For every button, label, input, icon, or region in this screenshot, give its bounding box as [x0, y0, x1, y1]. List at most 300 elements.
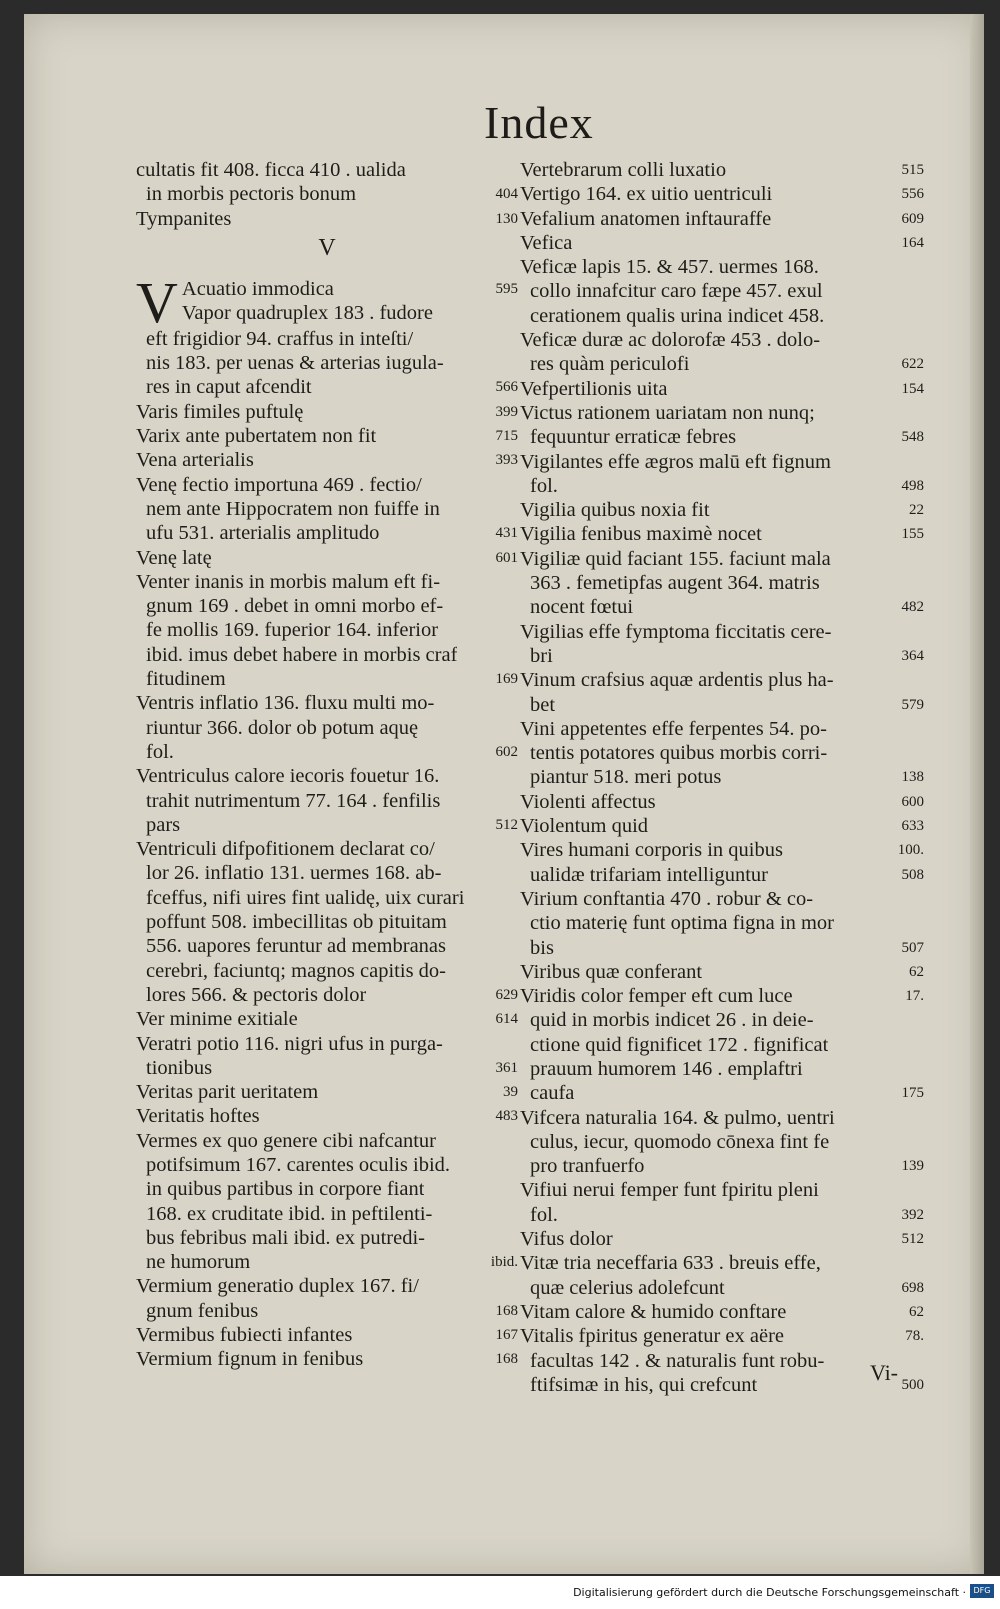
index-entry — [136, 400, 518, 424]
index-entry — [520, 814, 924, 838]
entry-page-number: 399 — [495, 403, 518, 420]
entry-page-number: 602 — [495, 743, 518, 760]
entry-page-number: 512 — [495, 816, 518, 833]
index-entry — [136, 351, 518, 375]
entry-text: Vermium generatio duplex 167. fi/ — [136, 1275, 419, 1298]
entry-text: Vigiliæ quid faciant 155. faciunt mala — [520, 547, 831, 570]
entry-page-number — [918, 741, 924, 765]
entry-text: Vitam calore & humido conftare — [520, 1300, 787, 1323]
index-entry — [136, 1153, 518, 1177]
entry-page-number — [512, 789, 518, 813]
entry-page-number — [512, 1032, 518, 1056]
entry-text: Viridis color femper eft cum luce — [520, 985, 793, 1008]
entry-text: Vitalis fpiritus generatur ex aëre — [520, 1325, 785, 1348]
footer-credit: Digitalisierung gefördert durch die Deutsche Forschungsgemeinschaft · — [573, 1586, 966, 1599]
entry-page-number: 130 — [495, 210, 518, 227]
entry-text: Vini appetentes effe ferpentes 54. po- — [520, 717, 827, 740]
index-entry — [520, 1227, 924, 1251]
entry-page-number: 393 — [495, 452, 518, 469]
entry-page-number — [512, 570, 518, 594]
index-entry — [520, 1033, 924, 1057]
entry-page-number — [512, 1153, 518, 1177]
entry-page-number: ibid. — [490, 1254, 518, 1271]
entry-page-number — [918, 279, 924, 303]
entry-text: pro tranfuerfo — [530, 1155, 645, 1178]
entry-page-number: 629 — [495, 986, 518, 1003]
entry-page-number — [918, 887, 924, 911]
entry-page-number — [512, 618, 518, 642]
right-entries — [520, 158, 924, 1397]
index-entry — [520, 1081, 924, 1105]
index-entry — [520, 863, 924, 887]
entry-text: facultas 142 . & naturalis funt robu- — [530, 1349, 825, 1372]
dropcap-block — [136, 277, 518, 327]
entry-page-number — [512, 1202, 518, 1226]
entry-text: piantur 518. meri potus — [530, 766, 722, 789]
index-entry — [520, 936, 924, 960]
index-entry — [520, 547, 924, 571]
index-entry — [182, 277, 518, 301]
entry-text: Ver minime exitiale — [136, 1008, 298, 1031]
index-entry — [520, 182, 924, 206]
index-entry — [136, 1226, 518, 1250]
index-entry — [520, 279, 924, 303]
index-entry — [520, 231, 924, 255]
index-entry — [520, 1106, 924, 1130]
entry-page-number — [512, 327, 518, 351]
entry-page-number: 600 — [901, 793, 924, 810]
entry-page-number — [512, 959, 518, 983]
index-entry — [136, 594, 518, 618]
entry-page-number — [918, 328, 924, 352]
entry-text: bet — [530, 693, 556, 716]
entry-text: nem ante Hippocratem non fuiffe in — [146, 497, 440, 520]
entry-text: bis — [530, 936, 554, 959]
index-entry — [520, 207, 924, 231]
index-entry — [136, 1032, 518, 1056]
entry-text: Vena arterialis — [136, 449, 254, 472]
index-entry — [136, 789, 518, 813]
index-entry — [520, 1276, 924, 1300]
entry-page-number: 404 — [495, 186, 518, 203]
entry-text: Vertigo 164. ex uitio uentriculi — [520, 183, 773, 206]
entry-text: gnum 169 . debet in omni morbo ef- — [146, 595, 444, 618]
index-entry — [136, 691, 518, 715]
index-entry — [520, 328, 924, 352]
entry-page-number — [512, 1129, 518, 1153]
entry-text: Vitæ tria neceffaria 633 . breuis effe, — [520, 1252, 821, 1275]
left-main-entries — [136, 327, 518, 1372]
entry-text: Vefalium anatomen inftauraffe — [520, 207, 772, 230]
index-entry — [136, 327, 518, 351]
index-entry — [520, 425, 924, 449]
entry-text: Venter inanis in morbis malum eft fi- — [136, 570, 441, 593]
entry-page-number — [512, 301, 518, 325]
index-entry — [136, 643, 518, 667]
entry-text: Vigilantes effe ægros malū eft fignum — [520, 450, 831, 473]
entry-page-number: 566 — [495, 379, 518, 396]
index-entry — [520, 984, 924, 1008]
index-entry — [520, 571, 924, 595]
entry-text: cultatis fit 408. ficca 410 . ualida — [136, 159, 406, 181]
index-entry — [136, 375, 518, 399]
entry-text: ftifsimæ in his, qui crefcunt — [530, 1373, 758, 1396]
entry-page-number: 100. — [897, 842, 924, 859]
entry-text: cerebri, faciuntq; magnos capitis do- — [146, 959, 446, 982]
entry-page-number: 364 — [901, 647, 924, 664]
entry-page-number — [512, 764, 518, 788]
entry-text: caufa — [530, 1082, 575, 1105]
entry-text: quæ celerius adolefcunt — [530, 1276, 725, 1299]
entry-text: Vigilias effe fymptoma ficcitatis cere- — [520, 620, 832, 643]
entry-text: tentis potatores quibus morbis corri- — [530, 742, 828, 765]
entry-page-number — [512, 837, 518, 861]
index-entry — [136, 716, 518, 740]
entry-page-number: 167 — [495, 1327, 518, 1344]
entry-page-number: 78. — [905, 1328, 924, 1345]
index-entry — [520, 377, 924, 401]
index-entry — [136, 934, 518, 958]
entry-page-number — [512, 886, 518, 910]
entry-text: 363 . femetipfas augent 364. matris — [530, 572, 820, 595]
entry-text: Vifus dolor — [520, 1228, 613, 1251]
entry-text: fe mollis 169. fuperior 164. inferior — [146, 619, 439, 642]
index-entry — [136, 861, 518, 885]
entry-page-number — [512, 1177, 518, 1201]
entry-text: Tympanites — [136, 207, 232, 230]
entry-text: Vapor quadruplex 183 . fudore — [181, 302, 433, 325]
entry-page-number: 168 — [495, 1302, 518, 1319]
entry-page-number: 609 — [901, 210, 924, 227]
entry-text: Vefpertilionis uita — [520, 377, 668, 400]
entry-text: Victus rationem uariatam non nunq; — [520, 401, 815, 424]
entry-page-number — [512, 934, 518, 958]
entry-page-number — [918, 1033, 924, 1057]
entry-page-number: 482 — [901, 599, 924, 616]
index-entry — [136, 182, 518, 206]
entry-text: prauum humorem 146 . emplaftri — [530, 1057, 803, 1080]
entry-page-number: 698 — [901, 1279, 924, 1296]
entry-page-number — [918, 401, 924, 425]
index-entry — [520, 644, 924, 668]
entry-text: tionibus — [146, 1056, 213, 1079]
entry-page-number — [918, 1130, 924, 1154]
entry-page-number — [918, 1178, 924, 1202]
entry-page-number: 622 — [901, 356, 924, 373]
index-entry — [520, 741, 924, 765]
entry-page-number: 154 — [901, 380, 924, 397]
entry-page-number: 614 — [495, 1011, 518, 1028]
entry-page-number: 601 — [495, 549, 518, 566]
entry-text: Ventriculus calore iecoris fouetur 16. — [136, 765, 440, 788]
entry-text: Vermium fignum in fenibus — [136, 1348, 364, 1371]
entry-text: ctio materię funt optima figna in mor — [530, 912, 834, 935]
index-entry — [136, 1056, 518, 1080]
index-entry — [136, 570, 518, 594]
entry-page-number: 39 — [503, 1084, 518, 1101]
entry-text: Vefica — [520, 231, 573, 254]
index-entry — [520, 1154, 924, 1178]
index-entry — [520, 498, 924, 522]
entry-page-number — [918, 571, 924, 595]
entry-text: lores 566. & pectoris dolor — [146, 983, 367, 1006]
entry-page-number — [512, 910, 518, 934]
dropcap-entries — [136, 277, 518, 326]
entry-page-number — [918, 1008, 924, 1032]
index-entry — [520, 450, 924, 474]
entry-page-number — [512, 716, 518, 740]
entry-page-number: 507 — [901, 939, 924, 956]
entry-page-number — [918, 1251, 924, 1275]
entry-text: trahit nutrimentum 77. 164 . fenfilis — [146, 789, 441, 812]
index-entry — [520, 1130, 924, 1154]
entry-text: Vifcera naturalia 164. & pulmo, uentri — [520, 1106, 835, 1129]
entry-text: ne humorum — [146, 1251, 251, 1274]
entry-text: fequuntur erraticæ febres — [530, 426, 737, 449]
index-entry — [520, 960, 924, 984]
entry-page-number: 361 — [495, 1059, 518, 1076]
entry-text: Vifiui nerui femper funt fpiritu pleni — [520, 1179, 819, 1202]
entry-page-number: 483 — [495, 1108, 518, 1125]
entry-text: culus, iecur, quomodo cōnexa fint fe — [530, 1130, 830, 1153]
entry-text: Vigilia quibus noxia fit — [520, 499, 710, 522]
index-entry — [136, 764, 518, 788]
entry-page-number: 508 — [901, 866, 924, 883]
entry-page-number: 512 — [901, 1231, 924, 1248]
index-entry — [136, 448, 518, 472]
entry-text: Vermibus fubiecti infantes — [136, 1324, 353, 1347]
entry-page-number — [512, 643, 518, 667]
entry-page-number — [918, 1057, 924, 1081]
index-entry — [520, 1300, 924, 1324]
entry-page-number — [512, 351, 518, 375]
entry-page-number: 139 — [901, 1158, 924, 1175]
page-edge — [970, 14, 984, 1574]
index-entry — [520, 717, 924, 741]
index-entry — [520, 765, 924, 789]
index-entry — [136, 1129, 518, 1153]
index-entry — [136, 886, 518, 910]
entry-page-number — [918, 255, 924, 279]
entry-text: Venę latę — [136, 546, 212, 569]
entry-text: Venę fectio importuna 469 . fectio/ — [136, 473, 422, 496]
index-entry — [520, 620, 924, 644]
index-entry — [136, 1104, 518, 1128]
entry-page-number: 175 — [901, 1085, 924, 1102]
entry-text: riuntur 366. dolor ob potum aquę — [146, 716, 419, 739]
entry-text: Veficæ lapis 15. & 457. uermes 168. — [520, 256, 819, 279]
entry-text: Varix ante pubertatem non fit — [136, 425, 377, 448]
index-entry — [136, 1274, 518, 1298]
entry-text: eft frigidior 94. craffus in inteſti/ — [146, 327, 414, 350]
index-entry — [520, 887, 924, 911]
entry-page-number: 715 — [495, 428, 518, 445]
index-entry — [136, 1202, 518, 1226]
index-entry — [136, 740, 518, 764]
entry-page-number: 138 — [901, 769, 924, 786]
footer-bar — [0, 1576, 1000, 1609]
index-entry — [136, 1323, 518, 1347]
entry-text: fceffus, nifi uires fint ualidę, uix curari — [146, 886, 465, 909]
index-entry — [136, 1080, 518, 1104]
index-entry — [520, 158, 924, 182]
entry-text: cerationem qualis urina indicet 458. — [530, 304, 825, 327]
index-entry — [136, 959, 518, 983]
entry-text: Vires humani corporis in quibus — [520, 839, 783, 862]
section-letter: V — [318, 234, 336, 261]
index-entry — [136, 910, 518, 934]
entry-page-number — [512, 473, 518, 497]
index-entry — [520, 911, 924, 935]
entry-text: Acuatio immodica — [181, 277, 334, 300]
entry-page-number: 579 — [901, 696, 924, 713]
index-entry — [520, 304, 924, 328]
index-entry — [136, 424, 518, 448]
index-entry — [520, 790, 924, 814]
entry-text: gnum fenibus — [146, 1299, 259, 1322]
index-entry — [520, 693, 924, 717]
index-entry — [136, 207, 518, 231]
entry-text: fol. — [530, 1203, 558, 1226]
index-entry — [520, 595, 924, 619]
entry-page-number — [512, 158, 518, 182]
index-entry — [520, 352, 924, 376]
entry-page-number: 515 — [901, 162, 924, 178]
entry-page-number — [918, 304, 924, 328]
index-entry — [520, 1203, 924, 1227]
index-entry — [520, 1178, 924, 1202]
entry-text: bri — [530, 644, 553, 667]
entry-page-number — [918, 547, 924, 571]
entry-text: pars — [146, 813, 181, 836]
entry-page-number: 22 — [909, 502, 924, 519]
entry-text: fitudinem — [146, 668, 226, 691]
index-entry — [520, 474, 924, 498]
dfg-logo: DFG — [970, 1584, 994, 1598]
entry-page-number: 62 — [909, 963, 924, 980]
index-entry — [520, 1373, 924, 1397]
index-entry — [136, 521, 518, 545]
entry-page-number — [918, 620, 924, 644]
entry-page-number: 633 — [901, 818, 924, 835]
index-entry — [136, 813, 518, 837]
entry-page-number: 556 — [901, 186, 924, 203]
entry-text: potifsimum 167. carentes oculis ibid. — [146, 1153, 451, 1176]
entry-text: Veritas parit ueritatem — [136, 1081, 319, 1104]
catchword: Vi- — [870, 1360, 899, 1385]
index-entry — [520, 1057, 924, 1081]
index-entry — [136, 1299, 518, 1323]
entry-page-number: 62 — [909, 1303, 924, 1320]
entry-text: ualidæ trifariam intelliguntur — [530, 863, 768, 886]
entry-text: Violentum quid — [520, 815, 649, 838]
entry-page-number: 548 — [901, 429, 924, 446]
entry-page-number: 168 — [495, 1351, 518, 1368]
entry-text: Viribus quæ conferant — [520, 960, 703, 983]
index-entry — [136, 983, 518, 1007]
entry-text: fol. — [146, 740, 174, 763]
entry-text: lor 26. inflatio 131. uermes 168. ab- — [146, 862, 442, 885]
index-entry — [182, 301, 518, 325]
entry-page-number: 17. — [905, 988, 924, 1005]
index-entry — [520, 1324, 924, 1348]
index-entry — [136, 473, 518, 497]
entry-page-number: 498 — [901, 477, 924, 494]
dropcap-letter: V — [136, 276, 178, 327]
entry-page-number: 595 — [495, 280, 518, 297]
index-entry — [520, 668, 924, 692]
entry-text: res quàm periculofi — [530, 353, 690, 376]
entry-page-number — [512, 691, 518, 715]
index-column-left — [136, 158, 518, 1372]
entry-text: in quibus partibus in corpore fiant — [146, 1178, 425, 1201]
index-entry — [136, 1347, 518, 1371]
index-entry — [520, 401, 924, 425]
entry-text: Vermes ex quo genere cibi nafcantur — [136, 1129, 436, 1152]
entry-page-number — [918, 450, 924, 474]
left-top-entries — [136, 158, 518, 231]
index-entry — [520, 838, 924, 862]
index-entry — [136, 1177, 518, 1201]
entry-text: Vinum crafsius aquæ ardentis plus ha- — [520, 669, 834, 692]
entry-text: Veratri potio 116. nigri ufus in purga- — [136, 1032, 443, 1055]
entry-text: quid in morbis indicet 26 . in deie- — [530, 1009, 814, 1032]
entry-page-number — [918, 911, 924, 935]
index-entry — [520, 255, 924, 279]
entry-text: Violenti affectus — [520, 790, 656, 813]
entry-page-number: 500 — [901, 1376, 924, 1393]
entry-page-number — [512, 1226, 518, 1250]
entry-page-number — [918, 1106, 924, 1130]
entry-text: 168. ex cruditate ibid. in peftilenti- — [146, 1202, 433, 1225]
entry-text: res in caput afcendit — [146, 376, 312, 399]
index-entry — [520, 1349, 924, 1373]
entry-text: fol. — [530, 474, 558, 497]
entry-text: Vigilia fenibus maximè nocet — [520, 523, 762, 546]
entry-text: Varis fimiles puftulę — [136, 400, 304, 423]
index-entry — [136, 837, 518, 861]
entry-text: Veficæ duræ ac dolorofæ 453 . dolo- — [520, 329, 821, 352]
index-entry — [136, 497, 518, 521]
index-entry — [136, 158, 518, 182]
entry-page-number — [918, 668, 924, 692]
page-title: Index — [484, 97, 594, 148]
entry-text: nocent fœtui — [530, 596, 634, 619]
entry-page-number: 169 — [495, 671, 518, 688]
entry-text: nis 183. per uenas & arterias iugula- — [146, 352, 444, 375]
entry-page-number: 392 — [901, 1206, 924, 1223]
entry-page-number — [512, 497, 518, 521]
entry-text: ctione quid fignificet 172 . fignificat — [530, 1033, 829, 1056]
index-entry — [520, 1008, 924, 1032]
entry-page-number: 155 — [901, 526, 924, 543]
index-entry — [520, 522, 924, 546]
entry-text: ibid. imus debet habere in morbis craf — [146, 643, 458, 666]
entry-text: Vertebrarum colli luxatio — [520, 159, 727, 181]
entry-page-number — [512, 1274, 518, 1298]
entry-text: Ventris inflatio 136. fluxu multi mo- — [136, 692, 435, 715]
entry-text: Ventriculi difpofitionem declarat co/ — [136, 838, 435, 861]
entry-text: 556. uapores feruntur ad membranas — [146, 935, 446, 958]
entry-text: Virium conftantia 470 . robur & co- — [520, 887, 814, 910]
entry-page-number — [918, 1349, 924, 1373]
index-entry — [136, 546, 518, 570]
entry-text: in morbis pectoris bonum — [146, 183, 357, 206]
index-entry — [136, 1250, 518, 1274]
entry-text: collo innafcitur caro fæpe 457. exul — [530, 280, 823, 303]
entry-page-number: 164 — [901, 234, 924, 251]
index-entry — [136, 618, 518, 642]
